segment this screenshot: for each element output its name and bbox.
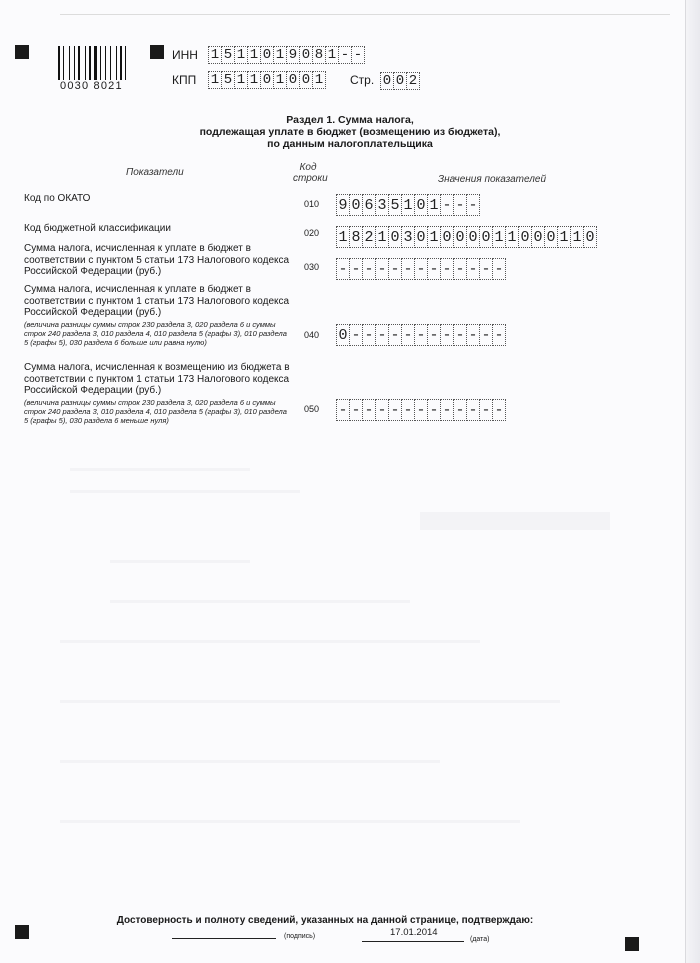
char-cell: 9: [336, 194, 350, 216]
date-caption: (дата): [470, 936, 490, 943]
barcode-bar: [102, 46, 104, 80]
column-header-code-line: строки: [293, 173, 328, 184]
char-cell: 1: [325, 46, 339, 64]
barcode-bar: [85, 46, 86, 80]
char-cell: -: [362, 324, 376, 346]
char-cell: -: [466, 324, 480, 346]
row-code: 030: [304, 262, 320, 272]
char-cell: -: [440, 324, 454, 346]
char-cell: 0: [531, 226, 545, 248]
char-cell: 1: [505, 226, 519, 248]
char-cell: 5: [388, 194, 402, 216]
barcode-bar: [87, 46, 88, 80]
column-header-indicators: Показатели: [126, 167, 184, 178]
char-cell: -: [479, 324, 493, 346]
barcode-bar: [76, 46, 77, 80]
char-cell: -: [401, 399, 415, 421]
corner-marker: [625, 937, 639, 951]
barcode-bar: [65, 46, 68, 80]
okato-cells: [336, 194, 479, 216]
char-cell: -: [375, 258, 389, 280]
char-cell: 0: [414, 194, 428, 216]
show-through: [70, 468, 250, 471]
char-cell: -: [401, 324, 415, 346]
char-cell: -: [427, 258, 441, 280]
char-cell: 5: [221, 46, 235, 64]
barcode: [58, 46, 132, 80]
page-number-cells: [380, 72, 419, 90]
barcode-bar: [127, 46, 130, 80]
barcode-bar: [94, 46, 97, 80]
char-cell: 1: [234, 71, 248, 89]
char-cell: -: [453, 258, 467, 280]
tax-p5-cells: [336, 258, 505, 280]
char-cell: -: [414, 324, 428, 346]
row-note: (величина разницы суммы строк 230 раздела 3, 020 раздела 6 и суммы строк 240 раздела 3, 010 раздела 4, 010 раздела 5 (графы 3), 010 раздела 5 (графы 5), 030 раздела 6 больше или равна нулю): [24, 319, 287, 347]
char-cell: 1: [492, 226, 506, 248]
char-cell: -: [492, 258, 506, 280]
corner-marker: [15, 925, 29, 939]
show-through: [420, 512, 610, 530]
barcode-bar: [74, 46, 75, 80]
char-cell: 8: [349, 226, 363, 248]
barcode-bar: [58, 46, 60, 80]
char-cell: 8: [312, 46, 326, 64]
row-code: 040: [304, 330, 320, 340]
char-cell: 1: [234, 46, 248, 64]
kbk-cells: [336, 226, 596, 248]
confirmation-text: Достоверность и полноту сведений, указанных на данной странице, подтверждаю:: [116, 915, 534, 926]
char-cell: 5: [221, 71, 235, 89]
char-cell: 1: [247, 46, 261, 64]
char-cell: -: [388, 399, 402, 421]
show-through: [60, 640, 480, 643]
show-through: [60, 820, 520, 823]
char-cell: -: [427, 399, 441, 421]
show-through: [110, 560, 250, 563]
barcode-bar: [61, 46, 62, 80]
char-cell: -: [349, 258, 363, 280]
char-cell: 0: [286, 71, 300, 89]
char-cell: 0: [544, 226, 558, 248]
section-title-line: Раздел 1. Сумма налога,: [286, 114, 414, 126]
char-cell: -: [466, 399, 480, 421]
char-cell: -: [466, 194, 480, 216]
char-cell: 1: [312, 71, 326, 89]
char-cell: 1: [570, 226, 584, 248]
kpp-cells: [208, 71, 325, 89]
char-cell: 1: [247, 71, 261, 89]
row-label-text: Сумма налога, исчисленная к уплате в бюджет в соответствии с пунктом 1 статьи 173 Налогового кодекса Российской Федерации (руб.): [24, 284, 290, 318]
inn-label: ИНН: [172, 48, 198, 62]
inn-cells: [208, 46, 364, 64]
barcode-bar: [110, 46, 111, 80]
char-cell: -: [414, 399, 428, 421]
show-through: [60, 760, 440, 763]
tax-refund-cells: [336, 399, 505, 421]
char-cell: -: [479, 258, 493, 280]
char-cell: -: [492, 324, 506, 346]
char-cell: -: [349, 399, 363, 421]
row-label-tax-p5: Сумма налога, исчисленная к уплате в бюджет в соответствии с пунктом 5 статьи 173 Налогового кодекса Российской Федерации (руб.): [24, 243, 290, 277]
char-cell: -: [479, 399, 493, 421]
char-cell: 1: [557, 226, 571, 248]
char-cell: -: [362, 258, 376, 280]
row-label-text: Сумма налога, исчисленная к возмещению из бюджета в соответствии с пунктом 1 статьи 173 Налогового кодекса Российской Федерации (руб.): [24, 362, 290, 396]
row-label-okato: Код по ОКАТО: [24, 193, 91, 204]
row-code: 010: [304, 199, 320, 209]
char-cell: 0: [466, 226, 480, 248]
page-label: Стр.: [350, 73, 375, 87]
char-cell: -: [466, 258, 480, 280]
barcode-bar: [89, 46, 91, 80]
char-cell: 0: [414, 226, 428, 248]
char-cell: -: [388, 258, 402, 280]
barcode-bar: [125, 46, 126, 80]
char-cell: -: [453, 324, 467, 346]
char-cell: 0: [336, 324, 350, 346]
char-cell: -: [388, 324, 402, 346]
barcode-bar: [69, 46, 70, 80]
char-cell: -: [440, 194, 454, 216]
char-cell: 1: [273, 71, 287, 89]
section-title-line: по данным налогоплательщика: [267, 138, 433, 150]
char-cell: 1: [208, 46, 222, 64]
char-cell: 0: [440, 226, 454, 248]
char-cell: 1: [208, 71, 222, 89]
show-through: [110, 600, 410, 603]
char-cell: 0: [453, 226, 467, 248]
char-cell: 0: [479, 226, 493, 248]
char-cell: 0: [518, 226, 532, 248]
barcode-bar: [98, 46, 99, 80]
section-title: [150, 114, 550, 150]
barcode-bar: [123, 46, 124, 80]
char-cell: 1: [336, 226, 350, 248]
char-cell: -: [351, 46, 365, 64]
char-cell: 2: [406, 72, 420, 90]
show-through: [60, 700, 560, 703]
char-cell: -: [414, 258, 428, 280]
barcode-number: 0030 8021: [60, 80, 123, 92]
char-cell: 1: [427, 194, 441, 216]
page-fold: [60, 0, 670, 15]
char-cell: 0: [299, 46, 313, 64]
barcode-bar: [71, 46, 73, 80]
page-edge: [685, 0, 700, 963]
char-cell: 0: [388, 226, 402, 248]
signature-caption: (подпись): [284, 933, 316, 940]
char-cell: -: [336, 399, 350, 421]
barcode-bar: [112, 46, 115, 80]
char-cell: 1: [427, 226, 441, 248]
char-cell: 0: [260, 71, 274, 89]
tax-payable-cells: [336, 324, 505, 346]
char-cell: -: [401, 258, 415, 280]
char-cell: -: [336, 258, 350, 280]
column-header-values: Значения показателей: [438, 174, 547, 185]
char-cell: 2: [362, 226, 376, 248]
row-label-tax-payable: [24, 284, 292, 347]
row-code: 050: [304, 404, 320, 414]
barcode-bar: [100, 46, 101, 80]
char-cell: -: [440, 399, 454, 421]
show-through: [70, 490, 300, 493]
char-cell: 3: [401, 226, 415, 248]
barcode-bar: [78, 46, 80, 80]
column-header-code-line: Код: [299, 162, 317, 173]
barcode-bar: [105, 46, 106, 80]
row-code: 020: [304, 228, 320, 238]
char-cell: -: [427, 324, 441, 346]
char-cell: 1: [375, 226, 389, 248]
barcode-bar: [92, 46, 93, 80]
char-cell: -: [375, 399, 389, 421]
char-cell: -: [492, 399, 506, 421]
char-cell: 0: [583, 226, 597, 248]
char-cell: -: [453, 399, 467, 421]
char-cell: 6: [362, 194, 376, 216]
char-cell: 0: [349, 194, 363, 216]
char-cell: -: [349, 324, 363, 346]
char-cell: -: [453, 194, 467, 216]
char-cell: 0: [260, 46, 274, 64]
char-cell: -: [362, 399, 376, 421]
char-cell: 3: [375, 194, 389, 216]
row-note: (величина разницы суммы строк 230 раздела 3, 020 раздела 6 и суммы строк 240 раздела 3, 010 раздела 4, 010 раздела 5 (графы 3), 010 раздела 5 (графы 5), 030 раздела 6 меньше нуля): [24, 397, 287, 425]
corner-marker: [15, 45, 29, 59]
barcode-bar: [81, 46, 84, 80]
char-cell: 1: [273, 46, 287, 64]
char-cell: -: [440, 258, 454, 280]
char-cell: 1: [401, 194, 415, 216]
signature-line[interactable]: [172, 926, 276, 939]
row-label-tax-refund: [24, 362, 292, 425]
barcode-bar: [107, 46, 109, 80]
column-header-code: [293, 162, 328, 184]
barcode-bar: [116, 46, 117, 80]
section-title-line: подлежащая уплате в бюджет (возмещению из бюджета),: [199, 126, 501, 138]
date-value: 17.01.2014: [390, 927, 438, 938]
kpp-label: КПП: [172, 73, 197, 87]
char-cell: 9: [286, 46, 300, 64]
char-cell: 0: [393, 72, 407, 90]
barcode-bar: [120, 46, 122, 80]
row-label-kbk: Код бюджетной классификации: [24, 223, 171, 234]
char-cell: 0: [380, 72, 394, 90]
barcode-bar: [118, 46, 119, 80]
char-cell: -: [338, 46, 352, 64]
barcode-bar: [63, 46, 64, 80]
char-cell: 0: [299, 71, 313, 89]
char-cell: -: [375, 324, 389, 346]
corner-marker: [150, 45, 164, 59]
